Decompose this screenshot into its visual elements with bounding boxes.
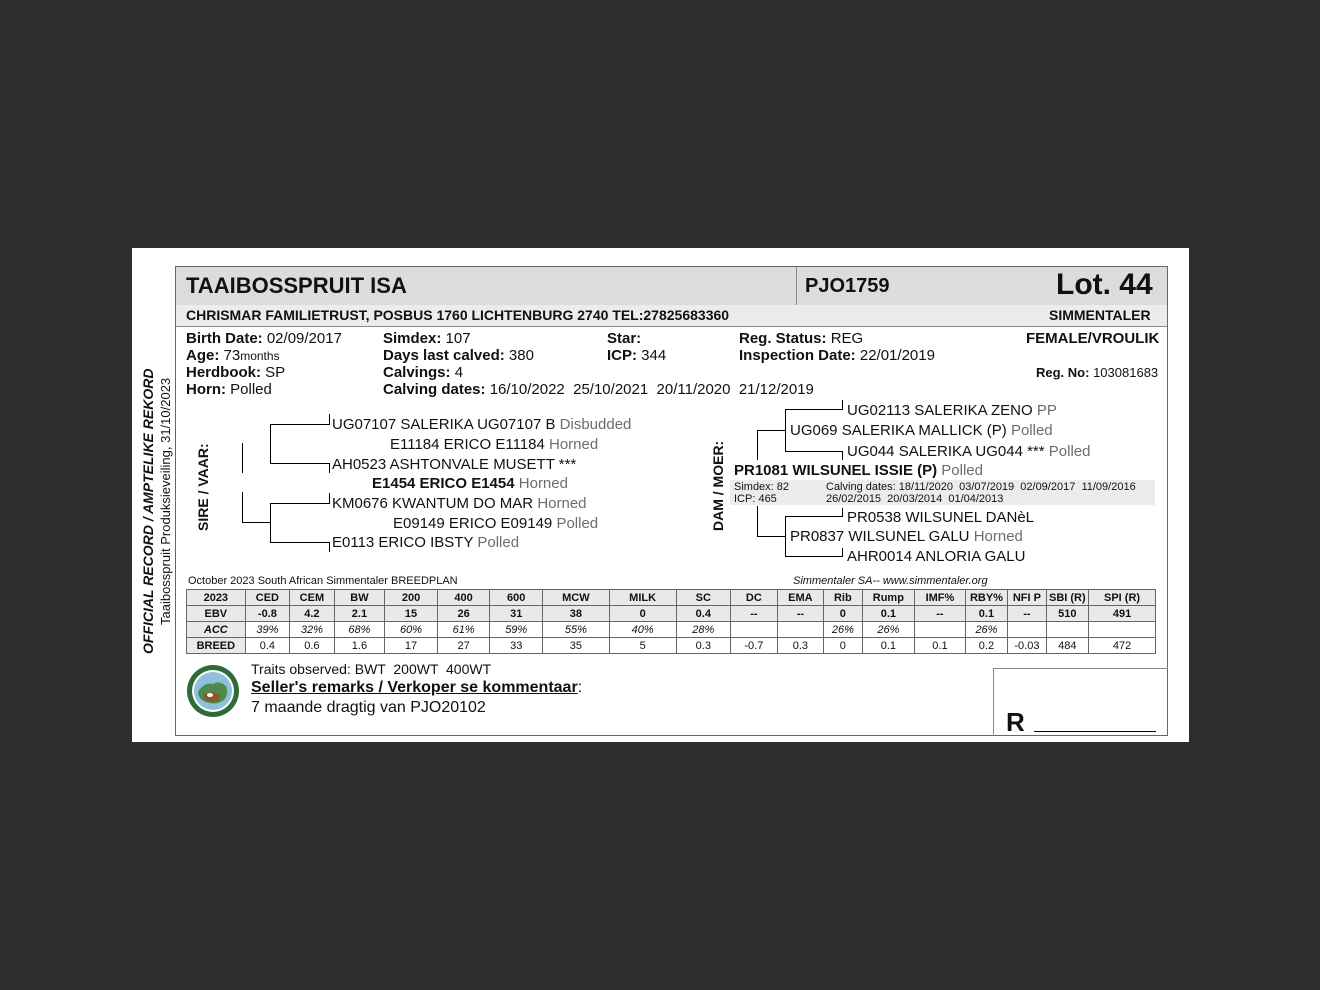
- sire-dam: E09149 ERICO E09149 Polled: [393, 515, 599, 532]
- dam-label: DAM / MOER:: [710, 440, 726, 531]
- ebv-cell: 0.1: [862, 638, 915, 654]
- calvings: Calvings: 4: [383, 364, 464, 381]
- ds-link: [757, 430, 785, 431]
- ebv-header-row: [187, 590, 1156, 606]
- ebv-cell: [1008, 622, 1046, 638]
- dam-dam-sire: PR0538 WILSUNEL DANèL: [847, 509, 1035, 526]
- sire-sire: E11184 ERICO E11184 Horned: [390, 436, 599, 453]
- ebv-cell: 0.6: [290, 638, 335, 654]
- traits-observed: Traits observed: BWT 200WT 400WT: [251, 661, 492, 677]
- ebv-cell: [1089, 622, 1156, 638]
- sire-dam-dam: E0113 ERICO IBSTY Polled: [332, 534, 520, 551]
- ebv-cell: 0.3: [676, 638, 731, 654]
- ds-line-top: [785, 409, 843, 410]
- sd-line-top: [270, 503, 330, 504]
- ebv-header-cell: CEM: [290, 590, 335, 606]
- ebv-header-cell: IMF%: [915, 590, 966, 606]
- simdex: Simdex: 107: [383, 330, 471, 347]
- ebv-cell: 28%: [676, 622, 731, 638]
- ebv-cell: 0: [824, 606, 862, 622]
- dam-dam: PR0837 WILSUNEL GALU Horned: [790, 528, 1023, 545]
- ebv-cell: 27: [437, 638, 490, 654]
- ebv-table: [186, 589, 1156, 654]
- ebv-cell: 60%: [385, 622, 438, 638]
- ebv-cell: 39%: [245, 622, 290, 638]
- dam-bracket-top: [757, 430, 758, 460]
- dd-tick-bottom: [842, 548, 843, 556]
- ebv-cell: 17: [385, 638, 438, 654]
- ebv-header-cell: Rib: [824, 590, 862, 606]
- ebv-cell: 26%: [862, 622, 915, 638]
- breedplan-title: October 2023 South African Simmentaler BREEDPLAN: [188, 575, 458, 587]
- official-record-label: OFFICIAL RECORD / AMPTELIKE REKORD: [140, 368, 156, 654]
- ebv-header-cell: SC: [676, 590, 731, 606]
- ebv-cell: 0.3: [777, 638, 824, 654]
- ebv-cell: 61%: [437, 622, 490, 638]
- dam-calving-dates: Calving dates: 18/11/2020 03/07/2019 02/09/2017 11/09/2016: [826, 481, 1136, 493]
- breed-row: [187, 638, 1156, 654]
- ebv-cell: 68%: [334, 622, 385, 638]
- ebv-header-cell: SBI (R): [1046, 590, 1088, 606]
- herdbook: Herdbook: SP: [186, 364, 286, 381]
- price-divider: [993, 668, 994, 736]
- dam-sire: UG069 SALERIKA MALLICK (P) Polled: [790, 422, 1053, 439]
- price-field[interactable]: [1034, 731, 1156, 732]
- ebv-cell: 32%: [290, 622, 335, 638]
- ebv-cell: 0: [824, 638, 862, 654]
- ebv-header-cell: MCW: [543, 590, 610, 606]
- ebv-cell: -0.7: [731, 638, 778, 654]
- sire-sire-dam: AH0523 ASHTONVALE MUSETT ***: [332, 456, 577, 473]
- ebv-cell: 2.1: [334, 606, 385, 622]
- sd-bracket: [270, 503, 271, 543]
- ebv-header-cell: 400: [437, 590, 490, 606]
- lot-number: Lot. 44: [1056, 268, 1153, 301]
- ebv-cell: --: [731, 606, 778, 622]
- ss-tick-bottom: [329, 463, 330, 473]
- dam-dam-dam: AHR0014 ANLORIA GALU: [847, 548, 1026, 565]
- sd-line-bottom: [270, 542, 330, 543]
- ebv-header-cell: 2023: [187, 590, 246, 606]
- dd-link: [757, 536, 785, 537]
- ebv-cell: 484: [1046, 638, 1088, 654]
- ebv-cell: 491: [1089, 606, 1156, 622]
- ebv-cell: --: [777, 606, 824, 622]
- ebv-cell: 472: [1089, 638, 1156, 654]
- ds-line-bottom: [785, 451, 843, 452]
- ebv-cell: 38: [543, 606, 610, 622]
- dam-sire-sire: UG02113 SALERIKA ZENO PP: [847, 402, 1057, 419]
- ebv-cell: [915, 622, 966, 638]
- breed-label: SIMMENTALER: [1049, 307, 1151, 323]
- calving-dates: Calving dates: 16/10/2022 25/10/2021 20/11/2020 21/12/2019: [383, 381, 814, 398]
- ebv-cell: -0.8: [245, 606, 290, 622]
- ebv-cell: 26%: [965, 622, 1007, 638]
- acc-row: [187, 622, 1156, 638]
- sire-bracket-line: [242, 522, 270, 523]
- ebv-cell: 0.4: [245, 638, 290, 654]
- icp: ICP: 344: [607, 347, 667, 364]
- owner-details: CHRISMAR FAMILIETRUST, POSBUS 1760 LICHTENBURG 2740 TEL:27825683360: [186, 307, 730, 323]
- ebv-cell: [731, 622, 778, 638]
- ebv-cell: 59%: [490, 622, 543, 638]
- dam-sire-dam: UG044 SALERIKA UG044 *** Polled: [847, 443, 1091, 460]
- ebv-cell: --: [915, 606, 966, 622]
- auction-name-date: Taaibosspruit Produksieveiling, 31/10/2023: [158, 377, 173, 625]
- ebv-cell: 510: [1046, 606, 1088, 622]
- dam-calving-dates-2: 26/02/2015 20/03/2014 01/04/2013: [826, 493, 1004, 505]
- ebv-cell: 26: [437, 606, 490, 622]
- simmentaler-logo-icon: [186, 664, 240, 718]
- remarks-text: 7 maande dragtig van PJO20102: [251, 699, 486, 716]
- ebv-header-cell: MILK: [609, 590, 676, 606]
- header-divider: [796, 267, 797, 305]
- ebv-cell: BREED: [187, 638, 246, 654]
- ebv-header-cell: EMA: [777, 590, 824, 606]
- ebv-cell: 0.1: [862, 606, 915, 622]
- ebv-header-cell: 200: [385, 590, 438, 606]
- sd-tick-top: [329, 493, 330, 503]
- ebv-cell: 35: [543, 638, 610, 654]
- star: Star:: [607, 330, 642, 347]
- ebv-header-cell: SPI (R): [1089, 590, 1156, 606]
- animal-code: PJO1759: [805, 275, 890, 297]
- dd-bracket: [785, 516, 786, 557]
- ebv-cell: 40%: [609, 622, 676, 638]
- breedplan-site: Simmentaler SA-- www.simmentaler.org: [793, 575, 988, 587]
- ebv-cell: 0: [609, 606, 676, 622]
- ebv-cell: 5: [609, 638, 676, 654]
- sex: FEMALE/VROULIK: [1026, 330, 1160, 347]
- ss-bracket: [270, 424, 271, 464]
- ebv-header-cell: RBY%: [965, 590, 1007, 606]
- ebv-cell: [1046, 622, 1088, 638]
- days-last-calved: Days last calved: 380: [383, 347, 534, 364]
- price-divider-top: [993, 668, 1168, 669]
- dam-bracket-bottom: [757, 506, 758, 536]
- ebv-header-cell: 600: [490, 590, 543, 606]
- sire: E1454 ERICO E1454 Horned: [372, 475, 568, 492]
- sd-tick-bottom: [329, 542, 330, 552]
- ebv-cell: 0.1: [965, 606, 1007, 622]
- ebv-cell: 0.2: [965, 638, 1007, 654]
- horn: Horn: Polled: [186, 381, 272, 398]
- ebv-cell: 26%: [824, 622, 862, 638]
- ebv-header-cell: DC: [731, 590, 778, 606]
- ebv-cell: --: [1008, 606, 1046, 622]
- ds-tick-top: [842, 400, 843, 409]
- ss-line-top: [270, 424, 330, 425]
- ss-tick-top: [329, 414, 330, 424]
- ebv-header-cell: NFI P: [1008, 590, 1046, 606]
- price-currency: R: [1006, 707, 1025, 737]
- dd-line-bottom: [785, 556, 843, 557]
- ebv-cell: 15: [385, 606, 438, 622]
- dam-icp: ICP: 465: [734, 493, 777, 505]
- animal-name: TAAIBOSSPRUIT ISA: [186, 273, 407, 298]
- sire-label: SIRE / VAAR:: [195, 443, 211, 531]
- ebv-cell: [777, 622, 824, 638]
- ebv-cell: 33: [490, 638, 543, 654]
- reg-no: Reg. No: 103081683: [1036, 365, 1159, 380]
- inspection-date: Inspection Date: 22/01/2019: [739, 347, 935, 364]
- ss-line-bottom: [270, 463, 330, 464]
- ebv-cell: 4.2: [290, 606, 335, 622]
- sire-bracket-bottom: [242, 492, 243, 522]
- ebv-header-cell: Rump: [862, 590, 915, 606]
- ebv-cell: 0.4: [676, 606, 731, 622]
- sire-bracket-top: [242, 443, 243, 473]
- ds-tick-bottom: [842, 451, 843, 460]
- birth-date: Birth Date: 02/09/2017: [186, 330, 342, 347]
- dam-simdex: Simdex: 82: [734, 481, 790, 493]
- dam: PR1081 WILSUNEL ISSIE (P) Polled: [734, 462, 983, 479]
- dd-line-top: [785, 516, 843, 517]
- ebv-header-cell: CED: [245, 590, 290, 606]
- ebv-cell: -0.03: [1008, 638, 1046, 654]
- dd-tick-top: [842, 508, 843, 516]
- remarks-heading: Seller's remarks / Verkoper se kommentaar:: [251, 679, 583, 696]
- age: Age: 73months: [186, 347, 280, 364]
- ebv-cell: 0.1: [915, 638, 966, 654]
- ebv-cell: ACC: [187, 622, 246, 638]
- ebv-cell: EBV: [187, 606, 246, 622]
- ebv-header-cell: BW: [334, 590, 385, 606]
- sire-dam-sire: KM0676 KWANTUM DO MAR Horned: [332, 495, 587, 512]
- sire-sire-sire: UG07107 SALERIKA UG07107 B Disbudded: [332, 416, 632, 433]
- ebv-row: [187, 606, 1156, 622]
- reg-status: Reg. Status: REG: [739, 330, 864, 347]
- ebv-cell: 31: [490, 606, 543, 622]
- ebv-cell: 1.6: [334, 638, 385, 654]
- ds-bracket: [785, 409, 786, 452]
- ebv-cell: 55%: [543, 622, 610, 638]
